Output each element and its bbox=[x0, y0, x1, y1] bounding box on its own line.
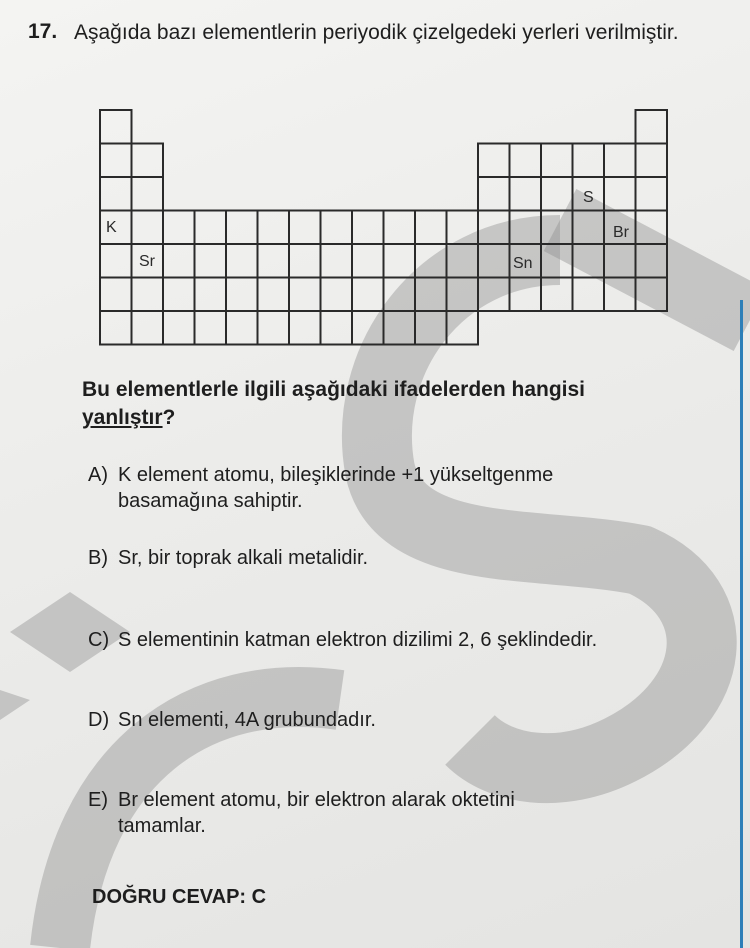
table-cell bbox=[415, 278, 447, 312]
table-cell bbox=[258, 278, 290, 312]
table-cell bbox=[100, 311, 132, 345]
option-text: Sn elementi, 4A grubundadır. bbox=[118, 709, 376, 731]
table-cell bbox=[636, 211, 668, 245]
table-cell bbox=[447, 244, 479, 278]
table-cell bbox=[289, 278, 321, 312]
question-prompt bbox=[82, 376, 702, 432]
table-cell bbox=[541, 278, 573, 312]
table-cell bbox=[447, 211, 479, 245]
option-d bbox=[88, 707, 718, 733]
table-cell bbox=[195, 244, 227, 278]
table-cell bbox=[447, 311, 479, 345]
table-cell bbox=[478, 244, 510, 278]
table-cell bbox=[447, 278, 479, 312]
table-cell bbox=[100, 177, 132, 211]
table-cell bbox=[289, 244, 321, 278]
page-edge-line bbox=[740, 300, 743, 948]
table-cell bbox=[352, 311, 384, 345]
table-cell bbox=[541, 244, 573, 278]
element-label-k: K bbox=[106, 219, 117, 236]
table-cell bbox=[352, 211, 384, 245]
table-cell bbox=[636, 244, 668, 278]
table-cell bbox=[321, 311, 353, 345]
table-cell bbox=[289, 311, 321, 345]
prompt-emphasis: yanlıştır bbox=[82, 406, 163, 429]
table-cell bbox=[384, 278, 416, 312]
prompt-end: ? bbox=[162, 406, 176, 429]
table-cell bbox=[132, 144, 164, 178]
table-cell bbox=[478, 211, 510, 245]
option-text: Sr, bir toprak alkali metalidir. bbox=[118, 547, 369, 569]
option-letter: E) bbox=[88, 789, 108, 811]
option-text: S elementinin katman elektron dizilimi 2, 6 şeklindedir. bbox=[118, 629, 598, 651]
table-cell bbox=[132, 211, 164, 245]
table-cell bbox=[100, 278, 132, 312]
element-label-sn: Sn bbox=[513, 255, 533, 272]
table-cell bbox=[541, 211, 573, 245]
option-text: Br element atomu, bir elektron alarak oktetini bbox=[118, 789, 515, 811]
table-cell bbox=[195, 278, 227, 312]
table-cell bbox=[541, 144, 573, 178]
table-cell bbox=[573, 278, 605, 312]
table-cell bbox=[195, 211, 227, 245]
table-cell bbox=[510, 211, 542, 245]
table-cell bbox=[258, 244, 290, 278]
option-letter: D) bbox=[88, 709, 110, 731]
table-cell bbox=[258, 211, 290, 245]
table-cell bbox=[415, 311, 447, 345]
table-cell bbox=[478, 177, 510, 211]
table-cell bbox=[352, 278, 384, 312]
table-cell bbox=[132, 311, 164, 345]
table-cell bbox=[132, 278, 164, 312]
table-cell bbox=[415, 244, 447, 278]
table-cell bbox=[100, 144, 132, 178]
table-cell bbox=[321, 211, 353, 245]
table-cell bbox=[384, 244, 416, 278]
question-number: 17. bbox=[28, 20, 58, 43]
table-cell bbox=[132, 177, 164, 211]
table-cell bbox=[604, 177, 636, 211]
table-cell bbox=[100, 244, 132, 278]
table-cell bbox=[636, 144, 668, 178]
table-cell bbox=[384, 211, 416, 245]
question-text: Aşağıda bazı elementlerin periyodik çizelgedeki yerleri verilmiştir. bbox=[74, 21, 679, 44]
periodic-table bbox=[0, 0, 750, 360]
table-cell bbox=[478, 278, 510, 312]
table-cell bbox=[384, 311, 416, 345]
table-cell bbox=[226, 244, 258, 278]
table-cell bbox=[289, 211, 321, 245]
table-cell bbox=[226, 211, 258, 245]
table-cell bbox=[510, 177, 542, 211]
table-cell bbox=[352, 244, 384, 278]
table-cell bbox=[573, 211, 605, 245]
table-cell bbox=[604, 144, 636, 178]
table-cell bbox=[321, 278, 353, 312]
option-letter: C) bbox=[88, 629, 110, 651]
table-cell bbox=[163, 244, 195, 278]
option-b bbox=[88, 545, 718, 571]
table-cell bbox=[163, 211, 195, 245]
table-cell bbox=[636, 278, 668, 312]
option-e bbox=[88, 787, 718, 839]
table-cell bbox=[478, 144, 510, 178]
table-cell bbox=[604, 244, 636, 278]
prompt-main: Bu elementlerle ilgili aşağıdaki ifadelerden hangisi bbox=[82, 378, 585, 401]
table-cell bbox=[226, 311, 258, 345]
table-cell bbox=[321, 244, 353, 278]
table-cell bbox=[604, 278, 636, 312]
table-cell bbox=[163, 278, 195, 312]
table-cell bbox=[258, 311, 290, 345]
element-label-br: Br bbox=[613, 224, 629, 241]
table-cell bbox=[195, 311, 227, 345]
correct-answer: DOĞRU CEVAP: C bbox=[92, 886, 267, 908]
option-text-cont: basamağına sahiptir. bbox=[118, 490, 303, 512]
table-cell bbox=[100, 110, 132, 144]
option-letter: A) bbox=[88, 464, 108, 486]
table-cell bbox=[510, 144, 542, 178]
option-letter: B) bbox=[88, 547, 108, 569]
table-cell bbox=[415, 211, 447, 245]
element-label-s: S bbox=[583, 189, 594, 206]
table-cell bbox=[636, 177, 668, 211]
option-a bbox=[88, 462, 718, 514]
element-label-sr: Sr bbox=[139, 253, 155, 270]
table-cell bbox=[163, 311, 195, 345]
table-cell bbox=[541, 177, 573, 211]
option-c bbox=[88, 627, 718, 653]
option-text: K element atomu, bileşiklerinde +1 yükseltgenme bbox=[118, 464, 554, 486]
table-cell bbox=[573, 244, 605, 278]
table-cell bbox=[510, 278, 542, 312]
table-cell bbox=[226, 278, 258, 312]
table-cell bbox=[573, 144, 605, 178]
option-text-cont: tamamlar. bbox=[118, 815, 206, 837]
table-cell bbox=[636, 110, 668, 144]
